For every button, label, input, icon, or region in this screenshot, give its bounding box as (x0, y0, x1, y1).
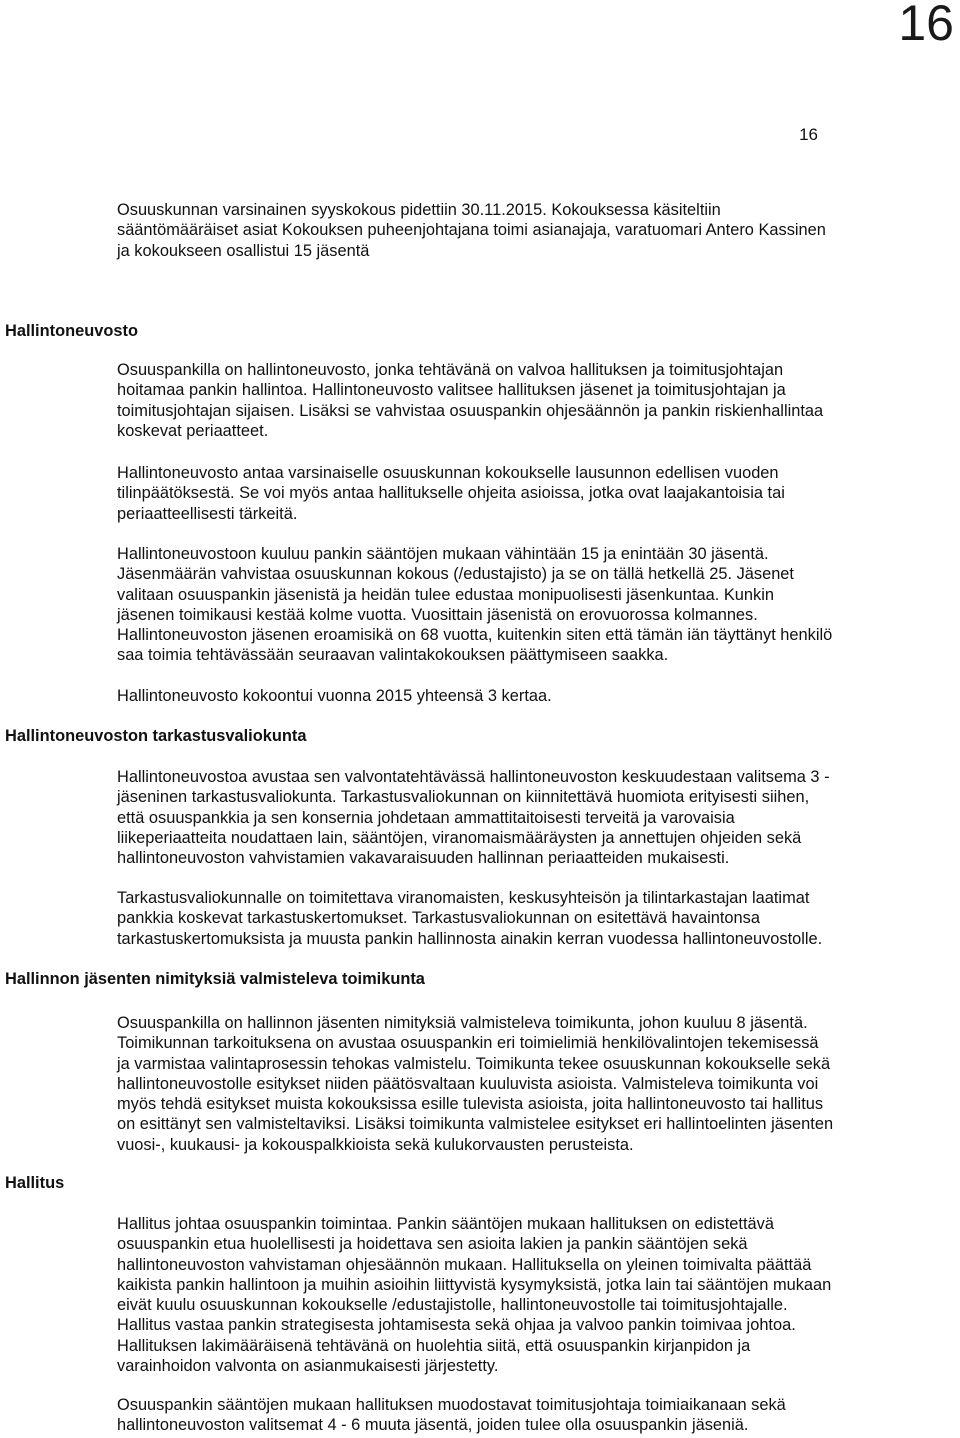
nimitystoimikunta-paragraph-1 (117, 1013, 907, 1155)
text-line: hallintoneuvoston vahvistaman ohjesäännön mukaan. Hallituksella on yleinen toimivalta päättää (117, 1255, 812, 1274)
hallintoneuvosto-paragraph-3 (117, 544, 907, 666)
text-line: hoitamaa pankin hallintoa. Hallintoneuvosto valitsee hallituksen jäsenet ja toimitusjohtajan ja (117, 381, 786, 400)
text-line: hallintoneuvoston vahvistamien vakavaraisuuden hallinnan periaatteiden mukaisesti. (117, 849, 730, 868)
text-line: vuosi-, kuukausi- ja kokouspalkkioista sekä kulukorvausten perusteista. (117, 1135, 634, 1154)
hallitus-paragraph-2 (117, 1395, 907, 1436)
hallintoneuvosto-paragraph-2 (117, 463, 907, 524)
text-line: hallintoneuvostolle esitykset niiden päätösvaltaan kuuluvista asioista. Valmisteleva toimikunta voi (117, 1074, 819, 1093)
text-line: Jäsenmäärän vahvistaa osuuskunnan kokous (/edustajisto) ja se on tällä hetkellä 25. Jäsenet (117, 565, 794, 584)
section-heading-tarkastusvaliokunta: Hallintoneuvoston tarkastusvaliokunta (5, 727, 307, 745)
text-line: saa toimia tehtävässään seuraavan valintakokouksen päättymiseen saakka. (117, 646, 669, 665)
text-line: liikeperiaatteita noudattaen lain, sääntöjen, viranomaismääräysten ja annettujen ohjeiden sekä (117, 828, 802, 847)
text-line: Hallituksen lakimääräisenä tehtävänä on huolehtia siitä, että osuuspankin kirjanpidon ja (117, 1336, 751, 1355)
text-line: Osuuskunnan varsinainen syyskokous pidettiin 30.11.2015. Kokouksessa käsiteltiin (117, 201, 721, 219)
text-line: myös tehdä esitykset muista kokouksissa esille tulevista asioista, joita hallintoneuvosto tai hallitus (117, 1095, 824, 1114)
hallitus-paragraph-1 (117, 1214, 907, 1376)
text-line: periaatteellisesti tärkeitä. (117, 504, 298, 523)
text-line: jäsenen toimikausi kestää kolme vuotta. Vuosittain jäsenistä on erovuorossa kolmannes. (117, 605, 758, 624)
text-line: on esittänyt sen valmisteltaviksi. Lisäksi toimikunta valmistelee esitykset eri hallintoelinten jäsenten (117, 1115, 834, 1134)
text-line: ja varmistaa valintaprosessin tehokas valmistelu. Toimikunta tekee osuuskunnan kokoukselle sekä (117, 1054, 831, 1073)
text-line: Hallintoneuvostoon kuuluu pankin sääntöjen mukaan vähintään 15 ja enintään 30 jäsentä. (117, 545, 769, 563)
text-line: koskevat periaatteet. (117, 421, 269, 440)
text-line: että osuuspankkia ja sen konsernia johdetaan ammattitaitoisesti terveitä ja varovaisia (117, 808, 735, 827)
text-line: Osuuspankilla on hallintoneuvosto, jonka tehtävänä on valvoa hallituksen ja toimitusjohtajan (117, 361, 784, 379)
text-line: tilinpäätöksestä. Se voi myös antaa hallitukselle ohjeita asioissa, jotka ovat laajakantoisia tai (117, 484, 785, 503)
text-line: valitaan osuuspankin jäsenistä ja heidän tulee edustaa monipuolisesti jäsenkuntaa. Kunkin (117, 585, 774, 604)
hallintoneuvosto-paragraph-4 (117, 686, 907, 706)
section-heading-nimitystoimikunta: Hallinnon jäsenten nimityksiä valmisteleva toimikunta (5, 970, 425, 988)
text-line: varainhoidon valvonta on asianmukaisesti järjestetty. (117, 1357, 499, 1376)
text-line: Hallintoneuvoston jäsenen eroamisikä on 68 vuotta, kuitenkin siten että tämän iän täyttänyt henkilö (117, 626, 833, 645)
text-line: Tarkastusvaliokunnalle on toimitettava viranomaisten, keskusyhteisön ja tilintarkastajan laatimat (117, 889, 810, 907)
page-number-large: 16 (898, 0, 954, 51)
text-line: eivät kuulu osuuskunnan kokoukselle /edustajistolle, hallintoneuvostolle tai toimitusjohtajalle. (117, 1296, 788, 1315)
section-heading-hallitus: Hallitus (5, 1174, 65, 1192)
page-number: 16 (799, 125, 818, 144)
text-line: pankkia koskevat tarkastuskertomukset. Tarkastusvaliokunnan on esitettävä havaintonsa (117, 909, 760, 928)
text-line: Hallintoneuvosto antaa varsinaiselle osuuskunnan kokoukselle lausunnon edellisen vuoden (117, 464, 779, 482)
section-heading-hallintoneuvosto: Hallintoneuvosto (5, 322, 138, 340)
text-line: Hallitus johtaa osuuspankin toimintaa. Pankin sääntöjen mukaan hallituksen on edistettävä (117, 1215, 774, 1233)
text-line: tarkastuskertomuksista ja muusta pankin hallinnosta ainakin kerran vuodessa hallintoneuvostolle. (117, 929, 823, 948)
text-line: kaikista pankin hallintoon ja muihin asioihin liittyvistä kysymyksistä, jotka lain tai sääntöjen mukaan (117, 1275, 832, 1294)
text-line: toimitusjohtajan sijaisen. Lisäksi se vahvistaa osuuspankin ohjesäännön ja pankin riskienhallintaa (117, 401, 824, 420)
text-line: hallintoneuvoston valitsemat 4 - 6 muuta jäsentä, joiden tulee olla osuuspankin jäseniä. (117, 1416, 749, 1435)
hallintoneuvosto-paragraph-1 (117, 360, 907, 441)
text-line: Hallintoneuvostoa avustaa sen valvontatehtävässä hallintoneuvoston keskuudestaan valitsema 3 - (117, 768, 830, 786)
text-line: jäseninen tarkastusvaliokunta. Tarkastusvaliokunnan on kiinnitettävä huomiota erityisesti siihen, (117, 788, 810, 807)
text-line: osuuspankin etua huolellisesti ja hoidettava sen asioita lakien ja pankin sääntöjen sekä (117, 1235, 748, 1254)
text-line: Hallitus vastaa pankin strategisesta johtamisesta sekä ohjaa ja valvoo pankin toimivaa johtoa. (117, 1316, 796, 1335)
text-line: Osuuspankin sääntöjen mukaan hallituksen muodostavat toimitusjohtaja toimiaikanaan sekä (117, 1396, 786, 1414)
tarkastusvaliokunta-paragraph-2 (117, 888, 907, 949)
text-line: Hallintoneuvosto kokoontui vuonna 2015 yhteensä 3 kertaa. (117, 687, 552, 705)
text-line: sääntömääräiset asiat Kokouksen puheenjohtajana toimi asianajaja, varatuomari Antero Kassinen (117, 221, 826, 240)
text-line: Toimikunnan tarkoituksena on avustaa osuuspankin eri toimielimiä henkilövalintojen tekemisessä (117, 1034, 819, 1053)
intro-paragraph (117, 200, 907, 261)
tarkastusvaliokunta-paragraph-1 (117, 767, 907, 868)
text-line: ja kokoukseen osallistui 15 jäsentä (117, 241, 370, 260)
text-line: Osuuspankilla on hallinnon jäsenten nimityksiä valmisteleva toimikunta, johon kuuluu 8 jäsentä. (117, 1014, 808, 1032)
